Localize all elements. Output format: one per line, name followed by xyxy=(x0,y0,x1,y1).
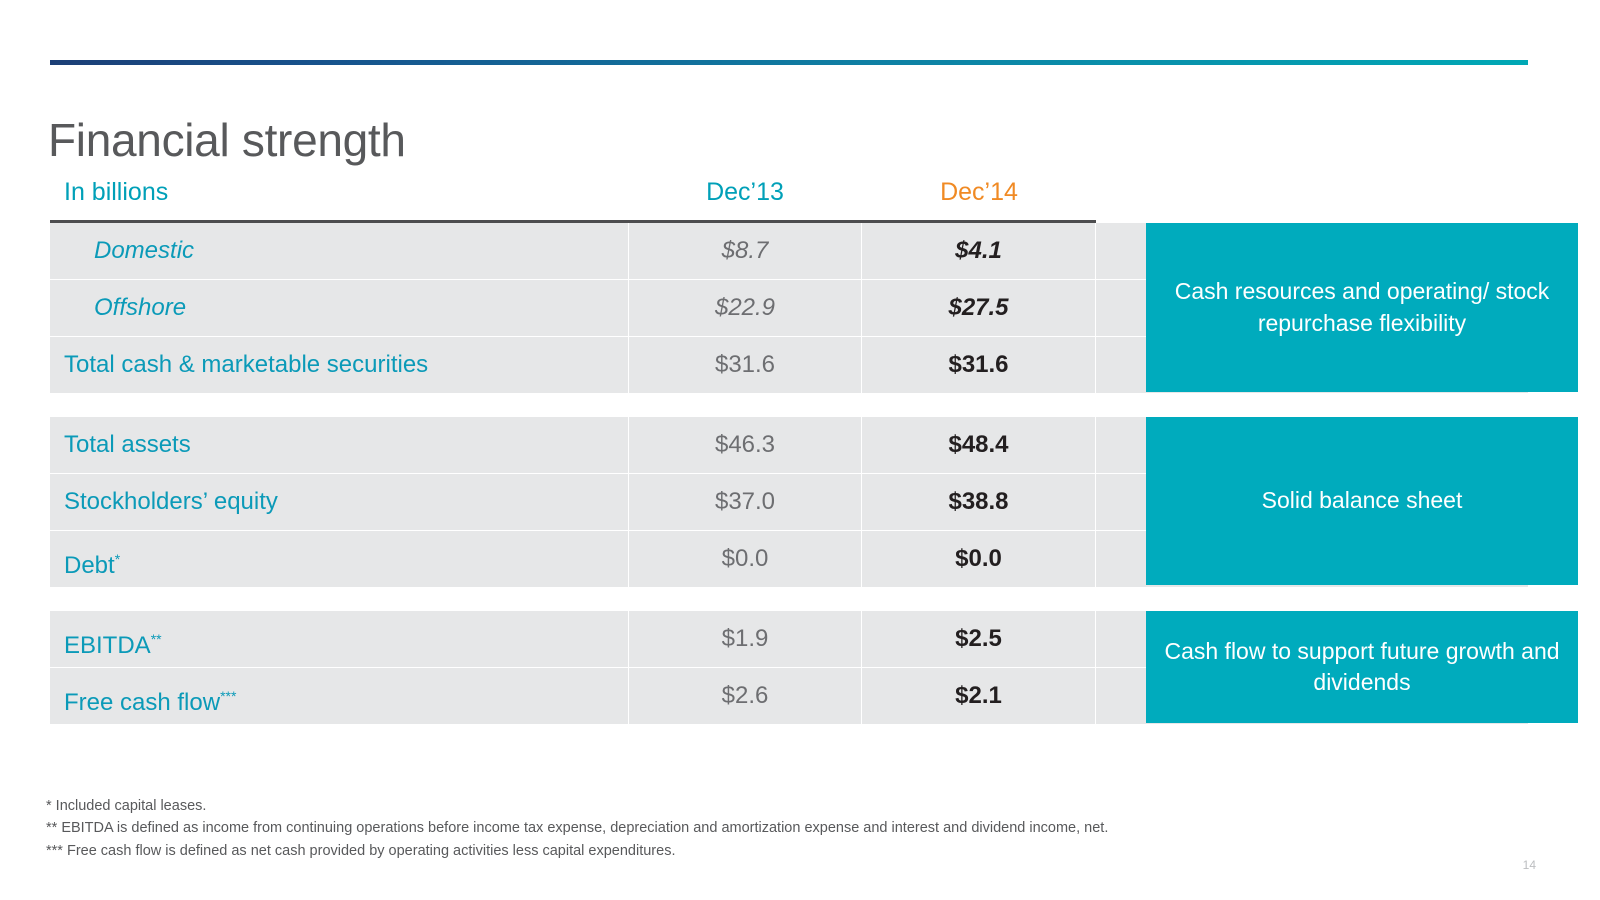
row-value-dec14: $38.8 xyxy=(862,474,1096,530)
row-label: Debt* xyxy=(64,551,121,579)
footnote-1: * Included capital leases. xyxy=(46,798,207,814)
callout-panel: Solid balance sheet xyxy=(1146,417,1578,585)
row-label: Offshore xyxy=(94,294,187,321)
footnotes xyxy=(46,795,1108,862)
row-value-dec14: $31.6 xyxy=(862,337,1096,393)
row-value-dec13: $46.3 xyxy=(628,417,862,473)
row-value-dec14: $0.0 xyxy=(862,531,1096,587)
callout-panel: Cash resources and operating/ stock repurchase flexibility xyxy=(1146,223,1578,392)
callout-panel: Cash flow to support future growth and dividends xyxy=(1146,611,1578,723)
table-group xyxy=(50,611,1560,724)
row-value-dec14: $27.5 xyxy=(862,280,1096,336)
group-spacer xyxy=(50,587,1528,611)
page-number: 14 xyxy=(1522,858,1536,872)
table-header-row xyxy=(50,178,1528,220)
row-value-dec13: $2.6 xyxy=(628,668,862,724)
row-label: EBITDA** xyxy=(64,631,162,659)
row-label: Domestic xyxy=(94,237,195,264)
financial-table xyxy=(50,178,1560,724)
table-header-label: In billions xyxy=(64,178,169,206)
table-group xyxy=(50,417,1528,587)
table-header-col1: Dec’13 xyxy=(706,178,784,206)
footnote-marker: * xyxy=(114,551,121,567)
group-spacer xyxy=(50,393,1528,417)
row-value-dec13: $22.9 xyxy=(628,280,862,336)
row-value-dec14: $48.4 xyxy=(862,417,1096,473)
table-header-col2: Dec’14 xyxy=(940,178,1018,206)
footnote-3: *** Free cash flow is defined as net cash provided by operating activities less capital expenditures. xyxy=(46,842,676,859)
row-label: Stockholders’ equity xyxy=(64,488,278,515)
row-label: Total cash & marketable securities xyxy=(64,351,429,378)
page-title: Financial strength xyxy=(48,113,406,166)
footnote-marker: *** xyxy=(220,688,237,704)
row-value-dec14: $2.1 xyxy=(862,668,1096,724)
row-value-dec13: $1.9 xyxy=(628,611,862,667)
row-value-dec14: $4.1 xyxy=(862,223,1096,279)
row-value-dec13: $8.7 xyxy=(628,223,862,279)
row-label: Total assets xyxy=(64,431,191,458)
row-value-dec13: $0.0 xyxy=(628,531,862,587)
row-label: Free cash flow*** xyxy=(64,688,237,716)
footnote-marker: ** xyxy=(150,631,162,647)
row-value-dec13: $37.0 xyxy=(628,474,862,530)
table-group xyxy=(50,223,1550,393)
row-value-dec13: $31.6 xyxy=(628,337,862,393)
row-value-dec14: $2.5 xyxy=(862,611,1096,667)
header-accent-rule xyxy=(50,60,1528,65)
footnote-2: ** EBITDA is defined as income from continuing operations before income tax expense, depreciation and amortization expense and interest and dividend income, net. xyxy=(46,820,1109,837)
